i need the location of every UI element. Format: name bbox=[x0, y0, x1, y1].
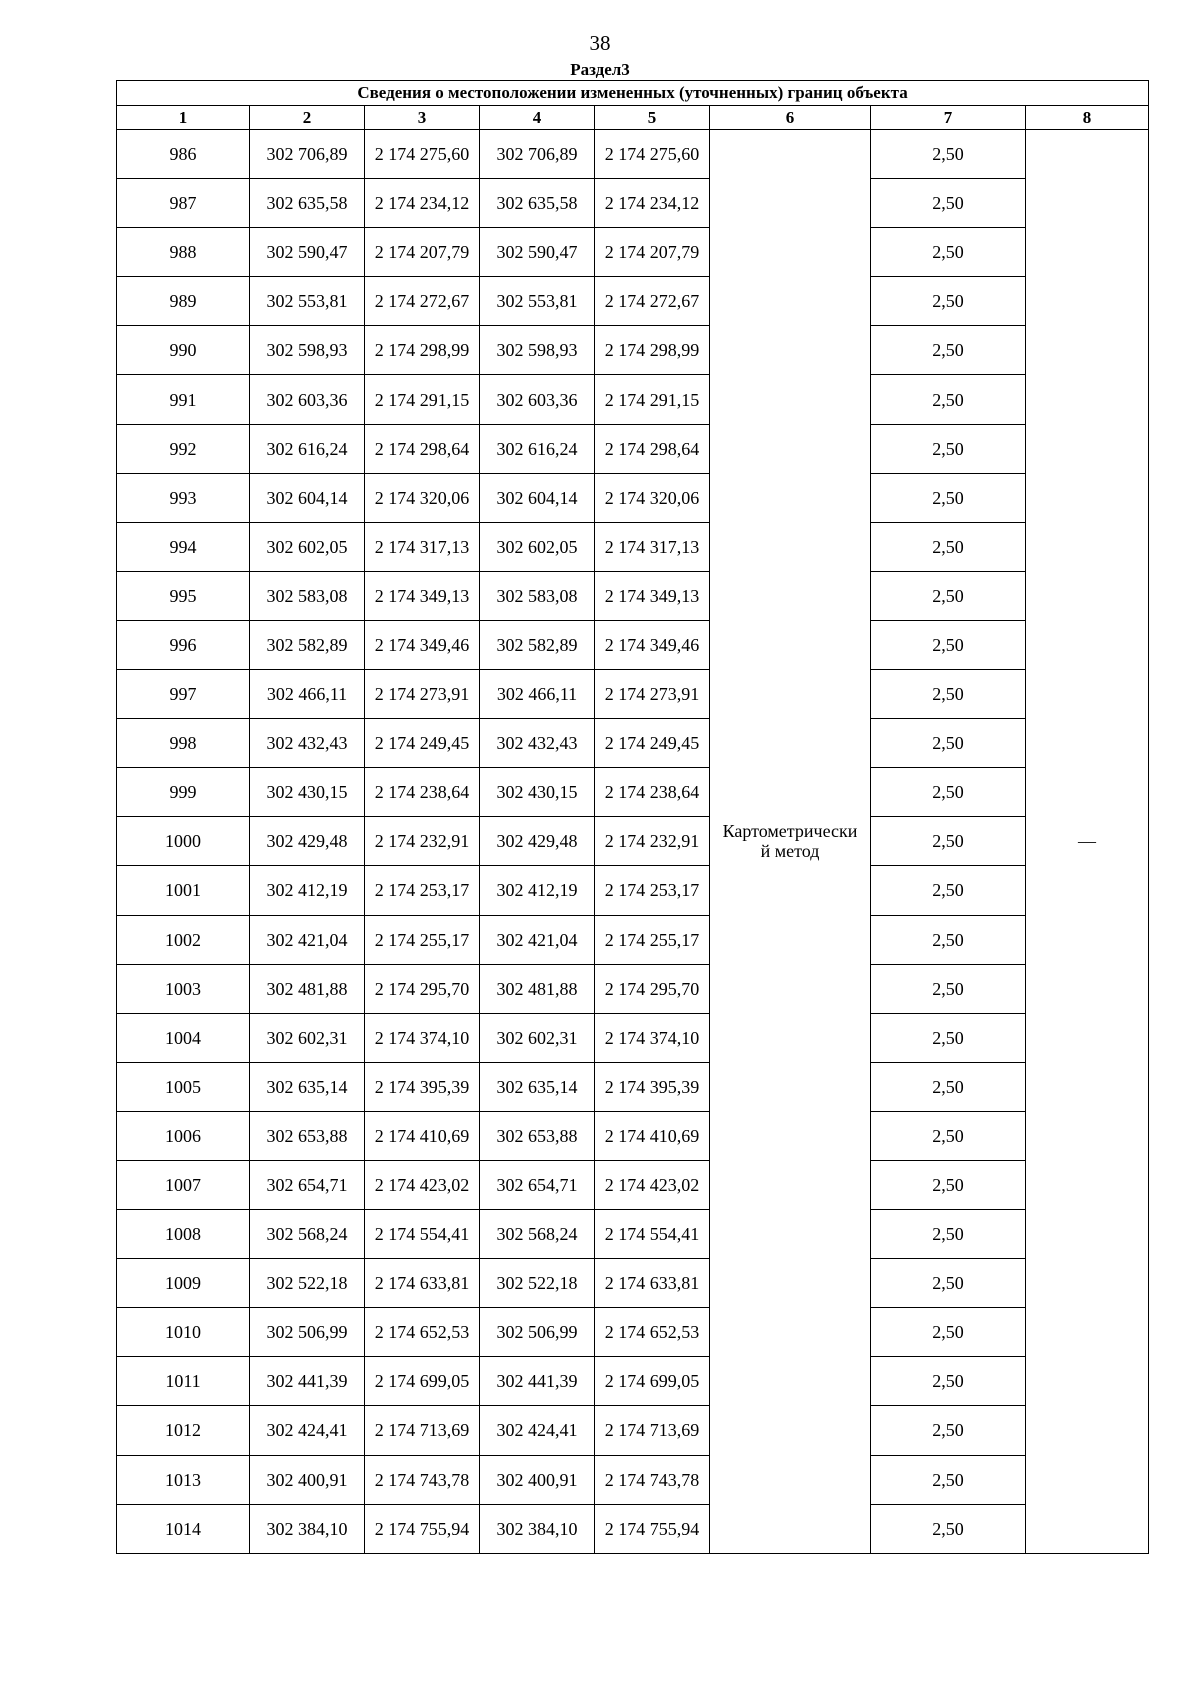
table-cell-x1: 302 432,43 bbox=[250, 719, 365, 768]
table-row bbox=[117, 571, 1149, 620]
table-cell-n: 1013 bbox=[117, 1455, 250, 1504]
table-cell-x1: 302 590,47 bbox=[250, 228, 365, 277]
table-cell-n: 1011 bbox=[117, 1357, 250, 1406]
table-cell-n: 1005 bbox=[117, 1062, 250, 1111]
table-cell-y2: 2 174 207,79 bbox=[595, 228, 710, 277]
table-cell-y2: 2 174 652,53 bbox=[595, 1308, 710, 1357]
table-cell-y2: 2 174 755,94 bbox=[595, 1504, 710, 1553]
table-cell-y2: 2 174 273,91 bbox=[595, 670, 710, 719]
table-cell-y1: 2 174 272,67 bbox=[365, 277, 480, 326]
table-cell-x1: 302 400,91 bbox=[250, 1455, 365, 1504]
table-cell-y1: 2 174 349,46 bbox=[365, 620, 480, 669]
table-row bbox=[117, 1111, 1149, 1160]
table-cell-y2: 2 174 349,13 bbox=[595, 571, 710, 620]
table-cell-y1: 2 174 652,53 bbox=[365, 1308, 480, 1357]
table-cell-accuracy: 2,50 bbox=[871, 1357, 1026, 1406]
table-cell-accuracy: 2,50 bbox=[871, 1406, 1026, 1455]
table-cell-y1: 2 174 207,79 bbox=[365, 228, 480, 277]
table-cell-x1: 302 603,36 bbox=[250, 375, 365, 424]
table-cell-x2: 302 430,15 bbox=[480, 768, 595, 817]
table-cell-y1: 2 174 410,69 bbox=[365, 1111, 480, 1160]
table-cell-y1: 2 174 238,64 bbox=[365, 768, 480, 817]
table-cell-x1: 302 466,11 bbox=[250, 670, 365, 719]
table-cell-n: 993 bbox=[117, 473, 250, 522]
table-cell-n: 992 bbox=[117, 424, 250, 473]
column-number: 6 bbox=[710, 106, 871, 130]
table-cell-x2: 302 412,19 bbox=[480, 866, 595, 915]
column-number: 2 bbox=[250, 106, 365, 130]
table-cell-accuracy: 2,50 bbox=[871, 326, 1026, 375]
table-cell-n: 996 bbox=[117, 620, 250, 669]
table-cell-x1: 302 635,14 bbox=[250, 1062, 365, 1111]
table-row bbox=[117, 424, 1149, 473]
table-row bbox=[117, 522, 1149, 571]
coordinates-table bbox=[116, 80, 1149, 1554]
table-row bbox=[117, 326, 1149, 375]
table-cell-y1: 2 174 295,70 bbox=[365, 964, 480, 1013]
table-cell-y1: 2 174 423,02 bbox=[365, 1160, 480, 1209]
table-cell-accuracy: 2,50 bbox=[871, 1455, 1026, 1504]
table-cell-accuracy: 2,50 bbox=[871, 1210, 1026, 1259]
table-cell-x1: 302 602,31 bbox=[250, 1013, 365, 1062]
table-row bbox=[117, 179, 1149, 228]
table-cell-n: 998 bbox=[117, 719, 250, 768]
table-cell-n: 1001 bbox=[117, 866, 250, 915]
table-cell-y1: 2 174 633,81 bbox=[365, 1259, 480, 1308]
table-cell-y1: 2 174 395,39 bbox=[365, 1062, 480, 1111]
table-cell-x1: 302 522,18 bbox=[250, 1259, 365, 1308]
table-cell-n: 990 bbox=[117, 326, 250, 375]
table-row bbox=[117, 228, 1149, 277]
method-line: Картометрически bbox=[722, 821, 858, 842]
table-cell-y2: 2 174 249,45 bbox=[595, 719, 710, 768]
table-cell-y2: 2 174 410,69 bbox=[595, 1111, 710, 1160]
table-cell-y2: 2 174 395,39 bbox=[595, 1062, 710, 1111]
table-cell-y2: 2 174 298,99 bbox=[595, 326, 710, 375]
table-row bbox=[117, 964, 1149, 1013]
table-cell-accuracy: 2,50 bbox=[871, 1259, 1026, 1308]
table-row bbox=[117, 670, 1149, 719]
table-cell-x1: 302 412,19 bbox=[250, 866, 365, 915]
table-cell-y1: 2 174 249,45 bbox=[365, 719, 480, 768]
table-cell-x1: 302 430,15 bbox=[250, 768, 365, 817]
table-cell-x2: 302 616,24 bbox=[480, 424, 595, 473]
table-cell-x1: 302 424,41 bbox=[250, 1406, 365, 1455]
table-row bbox=[117, 375, 1149, 424]
table-cell-accuracy: 2,50 bbox=[871, 866, 1026, 915]
table-cell-n: 994 bbox=[117, 522, 250, 571]
page-number: 38 bbox=[589, 31, 611, 55]
table-cell-x1: 302 441,39 bbox=[250, 1357, 365, 1406]
table-cell-x2: 302 602,05 bbox=[480, 522, 595, 571]
table-cell-y1: 2 174 743,78 bbox=[365, 1455, 480, 1504]
table-cell-x2: 302 706,89 bbox=[480, 130, 595, 179]
table-cell-x2: 302 583,08 bbox=[480, 571, 595, 620]
table-cell-x2: 302 653,88 bbox=[480, 1111, 595, 1160]
table-cell-n: 991 bbox=[117, 375, 250, 424]
table-row bbox=[117, 1160, 1149, 1209]
table-cell-x2: 302 432,43 bbox=[480, 719, 595, 768]
table-cell-x1: 302 582,89 bbox=[250, 620, 365, 669]
table-cell-y1: 2 174 273,91 bbox=[365, 670, 480, 719]
table-cell-accuracy: 2,50 bbox=[871, 1111, 1026, 1160]
table-cell-n: 989 bbox=[117, 277, 250, 326]
table-row bbox=[117, 277, 1149, 326]
table-cell-x1: 302 616,24 bbox=[250, 424, 365, 473]
table-cell-accuracy: 2,50 bbox=[871, 1160, 1026, 1209]
table-row bbox=[117, 620, 1149, 669]
table-row bbox=[117, 1308, 1149, 1357]
table-cell-accuracy: 2,50 bbox=[871, 964, 1026, 1013]
table-cell-x1: 302 481,88 bbox=[250, 964, 365, 1013]
table-cell-x1: 302 553,81 bbox=[250, 277, 365, 326]
table-cell-y2: 2 174 234,12 bbox=[595, 179, 710, 228]
table-row bbox=[117, 768, 1149, 817]
table-cell-n: 997 bbox=[117, 670, 250, 719]
table-cell-y2: 2 174 423,02 bbox=[595, 1160, 710, 1209]
table-cell-x2: 302 553,81 bbox=[480, 277, 595, 326]
table-cell-n: 1012 bbox=[117, 1406, 250, 1455]
table-row bbox=[117, 1062, 1149, 1111]
table-cell-accuracy: 2,50 bbox=[871, 424, 1026, 473]
table-row bbox=[117, 817, 1149, 866]
table-cell-x1: 302 598,93 bbox=[250, 326, 365, 375]
table-cell-n: 1000 bbox=[117, 817, 250, 866]
table-cell-x2: 302 568,24 bbox=[480, 1210, 595, 1259]
table-cell-y1: 2 174 253,17 bbox=[365, 866, 480, 915]
table-cell-n: 1009 bbox=[117, 1259, 250, 1308]
column-number: 3 bbox=[365, 106, 480, 130]
table-cell-y2: 2 174 713,69 bbox=[595, 1406, 710, 1455]
table-body bbox=[117, 130, 1149, 1554]
table-cell-x2: 302 384,10 bbox=[480, 1504, 595, 1553]
table-cell-x1: 302 429,48 bbox=[250, 817, 365, 866]
table-cell-x2: 302 582,89 bbox=[480, 620, 595, 669]
table-cell-n: 1006 bbox=[117, 1111, 250, 1160]
column-number: 5 bbox=[595, 106, 710, 130]
table-cell-x2: 302 590,47 bbox=[480, 228, 595, 277]
table-cell-x2: 302 635,58 bbox=[480, 179, 595, 228]
table-cell-accuracy: 2,50 bbox=[871, 1013, 1026, 1062]
table-cell-y2: 2 174 743,78 bbox=[595, 1455, 710, 1504]
method-line: й метод bbox=[760, 841, 820, 862]
table-cell-x2: 302 421,04 bbox=[480, 915, 595, 964]
table-cell-y1: 2 174 291,15 bbox=[365, 375, 480, 424]
table-cell-n: 1008 bbox=[117, 1210, 250, 1259]
table-cell-y1: 2 174 320,06 bbox=[365, 473, 480, 522]
table-cell-y2: 2 174 275,60 bbox=[595, 130, 710, 179]
table-row bbox=[117, 1357, 1149, 1406]
column-number-row bbox=[117, 106, 1149, 130]
table-cell-x1: 302 654,71 bbox=[250, 1160, 365, 1209]
table-cell-y2: 2 174 255,17 bbox=[595, 915, 710, 964]
table-cell-y2: 2 174 295,70 bbox=[595, 964, 710, 1013]
table-cell-n: 988 bbox=[117, 228, 250, 277]
table-row bbox=[117, 1210, 1149, 1259]
table-cell-accuracy: 2,50 bbox=[871, 915, 1026, 964]
table-cell-x1: 302 602,05 bbox=[250, 522, 365, 571]
table-cell-accuracy: 2,50 bbox=[871, 522, 1026, 571]
table-cell-accuracy: 2,50 bbox=[871, 620, 1026, 669]
table-cell-y1: 2 174 298,64 bbox=[365, 424, 480, 473]
table-cell-y2: 2 174 633,81 bbox=[595, 1259, 710, 1308]
table-cell-x2: 302 603,36 bbox=[480, 375, 595, 424]
table-cell-y1: 2 174 317,13 bbox=[365, 522, 480, 571]
table-cell-n: 986 bbox=[117, 130, 250, 179]
table-cell-x1: 302 384,10 bbox=[250, 1504, 365, 1553]
table-row bbox=[117, 1504, 1149, 1553]
table-cell-accuracy: 2,50 bbox=[871, 473, 1026, 522]
table-cell-y2: 2 174 320,06 bbox=[595, 473, 710, 522]
column-8-cell: — bbox=[1026, 130, 1149, 1554]
table-cell-n: 1010 bbox=[117, 1308, 250, 1357]
table-cell-y2: 2 174 291,15 bbox=[595, 375, 710, 424]
table-cell-y1: 2 174 374,10 bbox=[365, 1013, 480, 1062]
table-cell-x1: 302 706,89 bbox=[250, 130, 365, 179]
table-cell-n: 1004 bbox=[117, 1013, 250, 1062]
table-cell-y1: 2 174 234,12 bbox=[365, 179, 480, 228]
table-cell-y2: 2 174 238,64 bbox=[595, 768, 710, 817]
table-cell-n: 1003 bbox=[117, 964, 250, 1013]
table-cell-y2: 2 174 699,05 bbox=[595, 1357, 710, 1406]
table-cell-accuracy: 2,50 bbox=[871, 179, 1026, 228]
table-cell-accuracy: 2,50 bbox=[871, 719, 1026, 768]
table-cell-accuracy: 2,50 bbox=[871, 375, 1026, 424]
table-cell-x2: 302 635,14 bbox=[480, 1062, 595, 1111]
table-cell-y1: 2 174 755,94 bbox=[365, 1504, 480, 1553]
table-caption: Сведения о местоположении измененных (уточненных) границ объекта bbox=[117, 81, 1149, 106]
table-row bbox=[117, 1455, 1149, 1504]
column-number: 7 bbox=[871, 106, 1026, 130]
table-cell-x2: 302 424,41 bbox=[480, 1406, 595, 1455]
table-cell-x2: 302 429,48 bbox=[480, 817, 595, 866]
table-cell-x1: 302 604,14 bbox=[250, 473, 365, 522]
table-cell-accuracy: 2,50 bbox=[871, 670, 1026, 719]
table-cell-y2: 2 174 272,67 bbox=[595, 277, 710, 326]
table-cell-n: 1014 bbox=[117, 1504, 250, 1553]
table-cell-accuracy: 2,50 bbox=[871, 571, 1026, 620]
table-cell-x1: 302 635,58 bbox=[250, 179, 365, 228]
table-cell-accuracy: 2,50 bbox=[871, 768, 1026, 817]
table-cell-x2: 302 602,31 bbox=[480, 1013, 595, 1062]
table-cell-y1: 2 174 255,17 bbox=[365, 915, 480, 964]
table-cell-n: 1007 bbox=[117, 1160, 250, 1209]
method-cell bbox=[710, 130, 871, 1554]
table-cell-y1: 2 174 349,13 bbox=[365, 571, 480, 620]
table-cell-n: 999 bbox=[117, 768, 250, 817]
table-cell-x2: 302 481,88 bbox=[480, 964, 595, 1013]
table-cell-x1: 302 421,04 bbox=[250, 915, 365, 964]
table-cell-y2: 2 174 349,46 bbox=[595, 620, 710, 669]
table-cell-x2: 302 604,14 bbox=[480, 473, 595, 522]
table-cell-x1: 302 653,88 bbox=[250, 1111, 365, 1160]
table-cell-y1: 2 174 699,05 bbox=[365, 1357, 480, 1406]
table-cell-accuracy: 2,50 bbox=[871, 130, 1026, 179]
column-number: 4 bbox=[480, 106, 595, 130]
table-cell-n: 995 bbox=[117, 571, 250, 620]
table-cell-accuracy: 2,50 bbox=[871, 1504, 1026, 1553]
table-row bbox=[117, 1406, 1149, 1455]
table-cell-y2: 2 174 298,64 bbox=[595, 424, 710, 473]
table-cell-x2: 302 466,11 bbox=[480, 670, 595, 719]
table-cell-n: 987 bbox=[117, 179, 250, 228]
column-number: 8 bbox=[1026, 106, 1149, 130]
table-cell-accuracy: 2,50 bbox=[871, 277, 1026, 326]
table-cell-y2: 2 174 374,10 bbox=[595, 1013, 710, 1062]
table-row bbox=[117, 719, 1149, 768]
table-cell-x2: 302 441,39 bbox=[480, 1357, 595, 1406]
table-cell-accuracy: 2,50 bbox=[871, 1308, 1026, 1357]
table-row bbox=[117, 1259, 1149, 1308]
table-cell-y2: 2 174 253,17 bbox=[595, 866, 710, 915]
table-cell-x1: 302 583,08 bbox=[250, 571, 365, 620]
table-cell-y1: 2 174 275,60 bbox=[365, 130, 480, 179]
table-cell-accuracy: 2,50 bbox=[871, 1062, 1026, 1111]
section-title: Раздел3 bbox=[570, 60, 630, 79]
table-cell-accuracy: 2,50 bbox=[871, 228, 1026, 277]
table-cell-y2: 2 174 554,41 bbox=[595, 1210, 710, 1259]
table-row bbox=[117, 866, 1149, 915]
table-row bbox=[117, 915, 1149, 964]
table-cell-x1: 302 568,24 bbox=[250, 1210, 365, 1259]
table-cell-x1: 302 506,99 bbox=[250, 1308, 365, 1357]
table-cell-y1: 2 174 554,41 bbox=[365, 1210, 480, 1259]
table-cell-x2: 302 654,71 bbox=[480, 1160, 595, 1209]
table-cell-x2: 302 522,18 bbox=[480, 1259, 595, 1308]
table-cell-n: 1002 bbox=[117, 915, 250, 964]
table-cell-accuracy: 2,50 bbox=[871, 817, 1026, 866]
table-cell-y2: 2 174 317,13 bbox=[595, 522, 710, 571]
table-cell-y2: 2 174 232,91 bbox=[595, 817, 710, 866]
table-row bbox=[117, 1013, 1149, 1062]
table-cell-x2: 302 400,91 bbox=[480, 1455, 595, 1504]
table-cell-x2: 302 506,99 bbox=[480, 1308, 595, 1357]
table-row bbox=[117, 473, 1149, 522]
table-cell-x2: 302 598,93 bbox=[480, 326, 595, 375]
table-cell-y1: 2 174 232,91 bbox=[365, 817, 480, 866]
column-number: 1 bbox=[117, 106, 250, 130]
table-cell-y1: 2 174 298,99 bbox=[365, 326, 480, 375]
table-row bbox=[117, 130, 1149, 179]
table-cell-y1: 2 174 713,69 bbox=[365, 1406, 480, 1455]
